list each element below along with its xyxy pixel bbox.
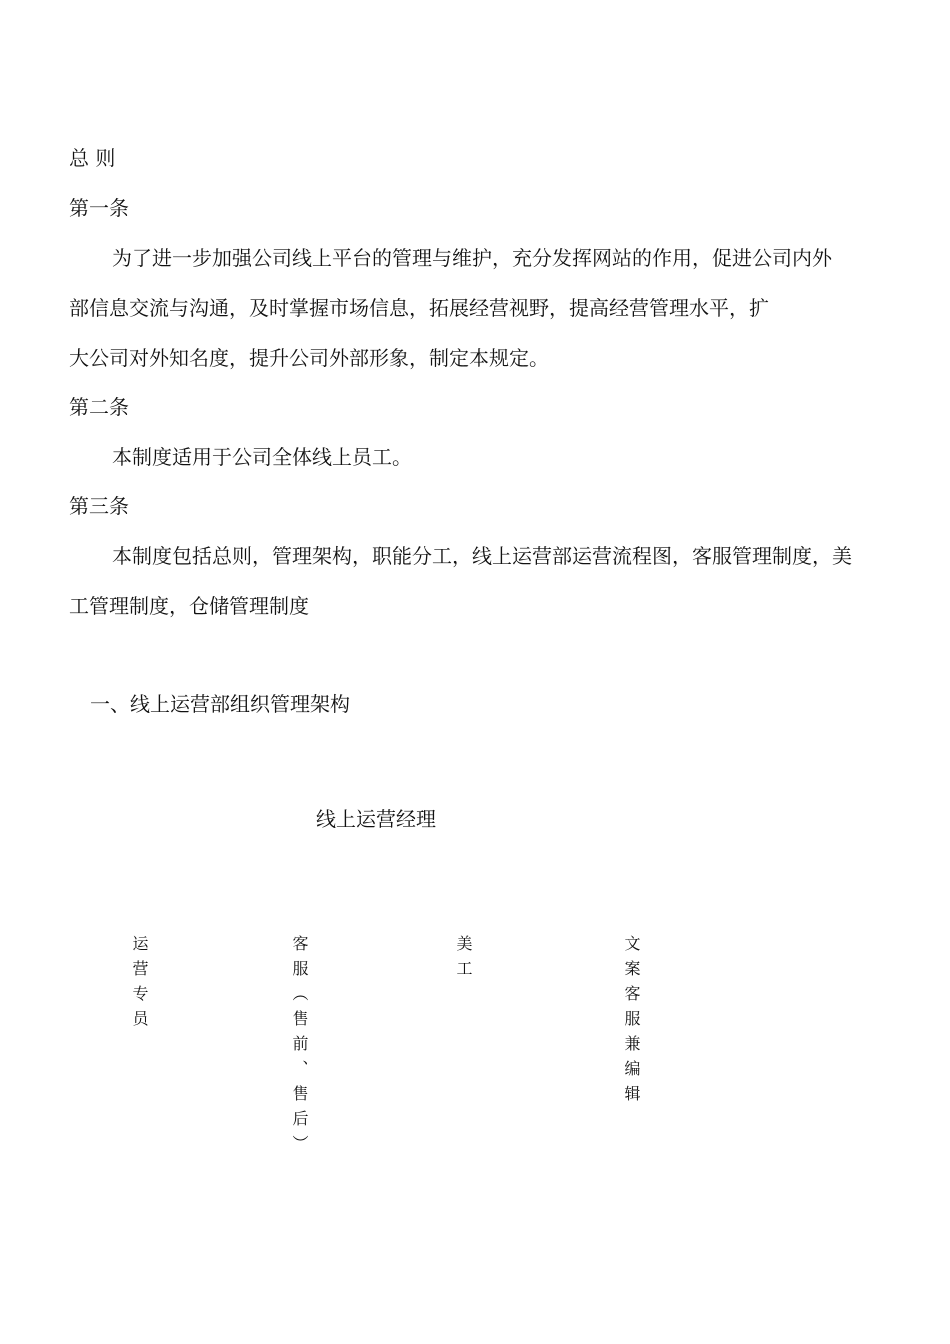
- article-1-line-3: 大公司对外知名度，提升公司外部形象，制定本规定。: [69, 346, 549, 370]
- article-3-title: 第三条: [69, 494, 129, 518]
- article-3-line-2: 工管理制度，仓储管理制度: [69, 594, 309, 618]
- section-1-heading: 一、线上运营部组织管理架构: [90, 692, 350, 716]
- article-2-title: 第二条: [69, 395, 129, 419]
- org-role-operations-specialist: 运营专员: [130, 935, 149, 1035]
- article-1-line-1: 为了进一步加强公司线上平台的管理与维护，充分发挥网站的作用，促进公司内外: [112, 246, 832, 270]
- org-chart-manager: 线上运营经理: [316, 807, 436, 831]
- article-2-line-1: 本制度适用于公司全体线上员工。: [112, 445, 412, 469]
- org-role-designer: 美工: [454, 935, 473, 985]
- org-role-copywriter-editor: 文案客服兼编辑: [622, 935, 641, 1110]
- article-1-line-2: 部信息交流与沟通，及时掌握市场信息，拓展经营视野，提高经营管理水平，扩: [69, 296, 769, 320]
- article-1-title: 第一条: [69, 196, 129, 220]
- article-3-line-1: 本制度包括总则，管理架构，职能分工，线上运营部运营流程图，客服管理制度，美: [112, 544, 852, 568]
- general-heading: 总 则: [69, 146, 116, 170]
- org-role-customer-service: 客服（售前、售后）: [290, 935, 309, 1160]
